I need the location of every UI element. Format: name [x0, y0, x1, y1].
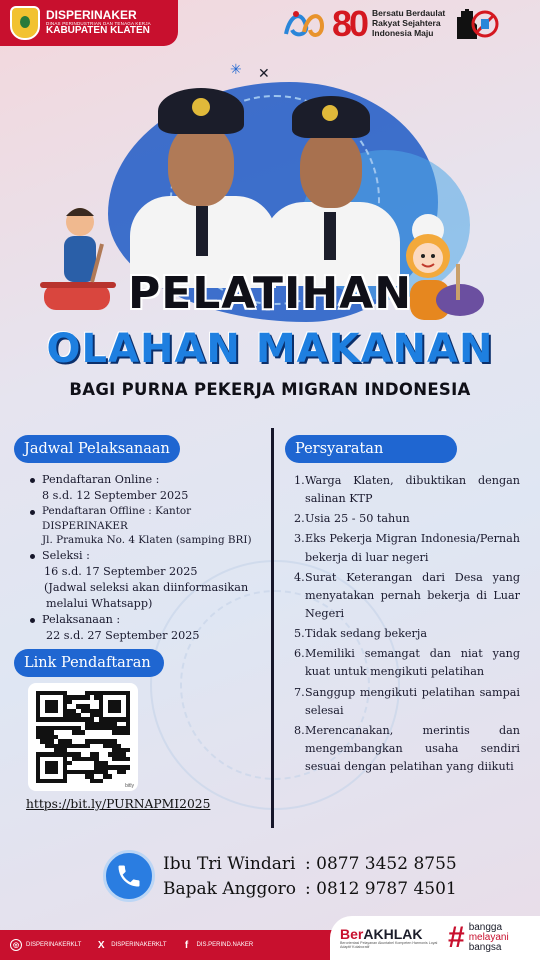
contact-row [163, 852, 457, 877]
schedule-item: Pendaftaran Offline : Kantor DISPERINAKER Jl. Pramuka No. 4 Klaten (samping BRI) [28, 504, 268, 548]
requirements-heading: Persyaratan [285, 435, 457, 463]
schedule-heading: Jadwal Pelaksanaan [14, 435, 180, 463]
requirement-item: 2. Usia 25 - 50 tahun [294, 512, 410, 526]
contact-row [163, 877, 457, 902]
headline-subtitle: BAGI PURNA PEKERJA MIGRAN INDONESIA [69, 380, 471, 399]
schedule-item: Pelaksanaan : 22 s.d. 27 September 2025 [28, 612, 268, 644]
klaten-seal-icon [10, 6, 40, 40]
anniversary-80: 80 [332, 3, 367, 44]
requirement-item: 5. Tidak sedang bekerja [294, 627, 427, 641]
social-facebook[interactable]: f DIS.PERIND.NAKER [181, 939, 254, 951]
anti-violence-icon [451, 3, 499, 45]
requirement-item: 8. Merencanakan, merintis dan mengembangkan usaha sendiri sesuai dengan pelatihan yang diikuti [294, 723, 520, 774]
instagram-icon: ◎ [10, 939, 22, 951]
hashtag-icon: # [448, 921, 465, 954]
facebook-icon: f [184, 939, 189, 951]
requirement-item: 6. Memiliki semangat dan niat yang kuat untuk mengikuti pelatihan [294, 647, 520, 679]
schedule-item: Seleksi : 16 s.d. 17 September 2025 (Jadwal seleksi akan diinformasikan melalui Whatsapp) [28, 548, 268, 612]
contact-phone[interactable]: : 0812 9787 4501 [305, 878, 457, 899]
social-instagram[interactable]: ◎ DISPERINAKERKLT [10, 939, 81, 951]
headline-olahan-makanan: OLAHAN MAKANAN [46, 326, 494, 372]
bangga-melayani-bangsa: bangga melayani bangsa [468, 922, 509, 953]
registration-qr-code[interactable] [28, 683, 138, 791]
berakhlak-values: Berorientasi Pelayanan Akuntabel Kompeten Harmonis Loyal Adaptif Kolaboratif [340, 941, 438, 949]
schedule-list [28, 472, 268, 644]
phone-icon [103, 850, 155, 902]
sparkle-icon: ✳ [230, 62, 242, 78]
qr-matrix [36, 691, 130, 783]
org-region: KABUPATEN KLATEN [46, 25, 150, 37]
requirements-list [294, 472, 520, 778]
registration-heading: Link Pendaftaran [14, 649, 164, 677]
requirement-item: 3. Eks Pekerja Migran Indonesia/Pernah bekerja di luar negeri [294, 532, 520, 564]
cross-decoration-icon: ✕ [258, 66, 270, 82]
registration-link[interactable]: https://bit.ly/PURNAPMI2025 [26, 797, 211, 811]
org-name: DISPERINAKER [46, 8, 137, 23]
social-x[interactable]: X DISPERINAKERKLT [95, 939, 166, 951]
requirement-item: 1. Warga Klaten, dibuktikan dengan salinan KTP [294, 474, 520, 506]
column-divider [271, 428, 274, 828]
anniversary-tagline: Bersatu Berdaulat Rakyat Sejahtera Indonesia Maju [372, 8, 446, 38]
anniversary-logos [282, 2, 534, 46]
contact-name: Bapak Anggoro [163, 878, 296, 899]
hut-ri-logo-icon [282, 4, 326, 44]
requirement-item: 4. Surat Keterangan dari Desa yang menyatakan pernah bekerja di Luar Negeri [294, 570, 520, 620]
requirement-item: 7. Sanggup mengikuti pelatihan sampai selesai [294, 685, 520, 717]
schedule-item: Pendaftaran Online : 8 s.d. 12 September 2025 [28, 472, 268, 504]
headline-pelatihan: PELATIHAN [127, 268, 413, 319]
contact-name: Ibu Tri Windari [163, 854, 296, 874]
org-logo-banner [0, 0, 178, 46]
contact-phone[interactable]: : 0877 3452 8755 [305, 854, 457, 874]
berakhlak-logo: BerAKHLAK [340, 926, 423, 943]
official-photo-right [262, 96, 402, 286]
org-subtitle: DINAS PERINDUSTRIAN DAN TENAGA KERJA [46, 20, 151, 26]
x-icon: X [97, 939, 105, 951]
contact-list [163, 852, 457, 901]
qr-brand: bitly [125, 783, 134, 789]
berakhlak-badge [330, 916, 540, 960]
official-photo-left [128, 88, 278, 288]
